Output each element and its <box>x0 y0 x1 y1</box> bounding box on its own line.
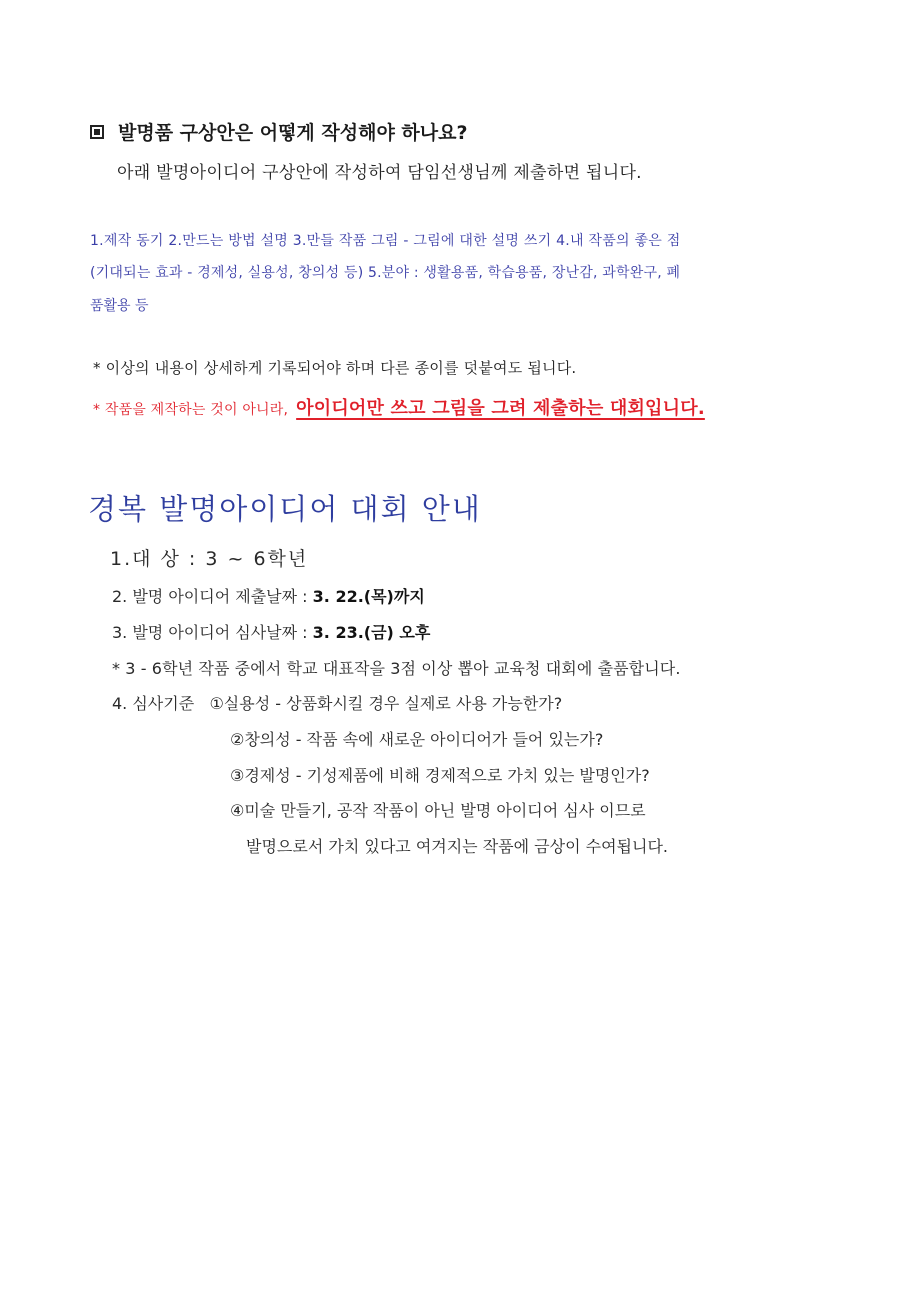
submission-date-value: 3. 22.(목)까지 <box>312 587 425 606</box>
guide-line-2: (기대되는 효과 - 경제성, 실용성, 창의성 등) 5.분야 : 생활용품, 학습용품, 장난감, 과학완구, 폐 <box>90 265 681 281</box>
checkbox-square-icon <box>90 125 104 139</box>
submission-date-label: 2. 발명 아이디어 제출날짜 : <box>112 587 313 606</box>
review-date-value: 3. 23.(금) 오후 <box>312 623 431 642</box>
criteria-label: 4. 심사기준 <box>112 694 195 713</box>
criteria-item <box>112 691 562 714</box>
review-date-item <box>112 620 430 643</box>
guide-line-1: 1.제작 동기 2.만드는 방법 설명 3.만들 작품 그림 - 그림에 대한 설명 쓰기 4.내 작품의 좋은 점 <box>90 233 681 249</box>
criteria-4: ④미술 만들기, 공작 작품이 아닌 발명 아이디어 심사 이므로 <box>230 801 646 820</box>
detail-note: * 이상의 내용이 상세하게 기록되어야 하며 다른 종이를 덧붙여도 됩니다. <box>93 359 577 377</box>
question-heading <box>90 118 468 145</box>
question-heading-text: 발명품 구상안은 어떻게 작성해야 하나요? <box>118 122 468 144</box>
intro-text: 아래 발명아이디어 구상안에 작성하여 담임선생님께 제출하면 됩니다. <box>117 163 642 183</box>
submission-date-item <box>112 584 425 607</box>
criteria-1: ①실용성 - 상품화시킬 경우 실제로 사용 가능한가? <box>209 694 563 713</box>
criteria-4-continued: 발명으로서 가치 있다고 여겨지는 작품에 금상이 수여됩니다. <box>246 837 669 856</box>
warning-note-emphasis: 아이디어만 쓰고 그림을 그려 제출하는 대회입니다. <box>296 398 705 419</box>
target-grade-item: 1.대 상 : 3 ~ 6학년 <box>110 548 309 570</box>
warning-note <box>93 394 705 420</box>
contest-title: 경복 발명아이디어 대회 안내 <box>88 492 482 526</box>
criteria-3: ③경제성 - 기성제품에 비해 경제적으로 가치 있는 발명인가? <box>230 766 650 785</box>
review-date-label: 3. 발명 아이디어 심사날짜 : <box>112 623 313 642</box>
warning-note-prefix: * 작품을 제작하는 것이 아니라, <box>93 402 289 418</box>
guide-line-3: 품활용 등 <box>90 298 149 314</box>
selection-note: * 3 - 6학년 작품 중에서 학교 대표작을 3점 이상 뽑아 교육청 대회에 출품합니다. <box>112 659 681 678</box>
criteria-2: ②창의성 - 작품 속에 새로운 아이디어가 들어 있는가? <box>230 730 604 749</box>
